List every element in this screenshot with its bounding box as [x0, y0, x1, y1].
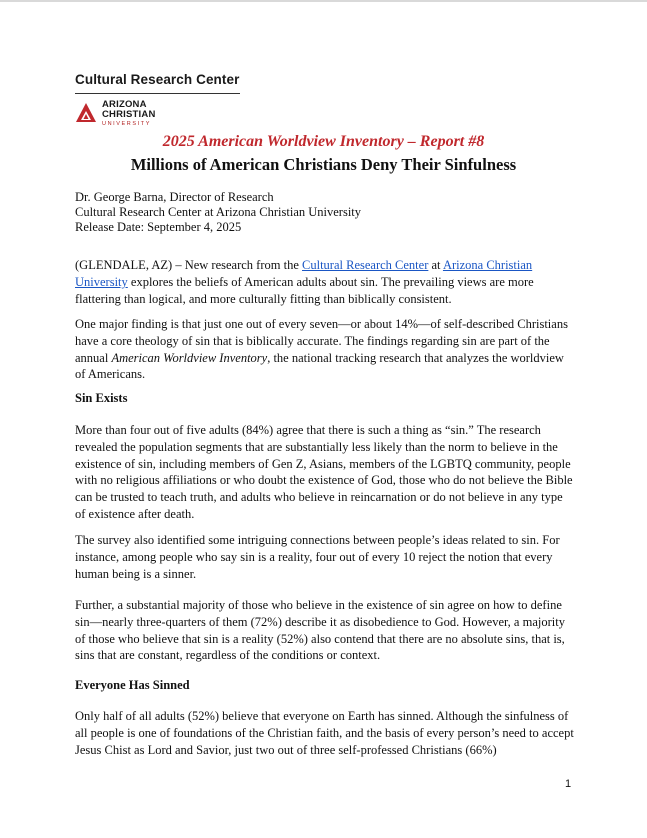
paragraph-everyone-sinned [75, 708, 575, 758]
heading-everyone-has-sinned: Everyone Has Sinned [75, 678, 190, 692]
definition-text: Further, a substantial majority of those who believe in the existence of sin agree on how to define sin—nearly three-quarters of them (72%) describe it as disobedience to God. However, a majority of those who believe that sin is a reality (52%) also contend that there are no absolute sins, that is, sins that are constant, regardless of the conditions or context. [75, 598, 565, 663]
heading-sin-exists: Sin Exists [75, 391, 128, 405]
intro-text-mid: at [428, 258, 443, 272]
logo-line-christian: CHRISTIAN [102, 109, 156, 120]
page-number: 1 [565, 778, 572, 790]
header-rule [75, 93, 240, 94]
main-title: Millions of American Christians Deny Their Sinfulness [130, 155, 517, 174]
paragraph-sin-exists [75, 422, 575, 523]
connections-text: The survey also identified some intriguing connections between people’s ideas related to sin. For instance, among people who say sin is a reality, four out of every 10 reject the notion that every human being is a sinner. [75, 533, 560, 581]
logo-line-university: UNIVERSITY [102, 121, 152, 127]
intro-text-prefix: (GLENDALE, AZ) – New research from the [75, 258, 303, 272]
report-title: 2025 American Worldview Inventory – Report #8 [162, 133, 485, 150]
paragraph-connections [75, 532, 575, 582]
org-title: Cultural Research Center [75, 72, 240, 87]
paragraph-definition [75, 597, 575, 664]
acu-flame-icon [75, 102, 97, 124]
byline-author: Dr. George Barna, Director of Research [75, 190, 274, 204]
finding-text-prefix: One major finding is that just one out of every seven—or about 14%—of self-described Christians have a core theology of sin that is biblically accurate. The findings regarding sin are part of the annual [75, 317, 568, 365]
acu-logo [75, 100, 185, 130]
link-arizona-christian-university[interactable]: Arizona Christian University [75, 258, 533, 289]
finding-text-suffix: , the national tracking research that analyzes the worldview of Americans. [75, 350, 564, 382]
byline-release-date: Release Date: September 4, 2025 [75, 220, 242, 234]
byline [75, 190, 361, 235]
link-cultural-research-center[interactable]: Cultural Research Center [302, 258, 429, 272]
page-top-border [0, 0, 647, 2]
logo-line-arizona: ARIZONA [102, 99, 147, 110]
paragraph-intro [75, 257, 575, 307]
paragraph-major-finding [75, 316, 575, 383]
intro-text-suffix: explores the beliefs of American adults about sin. The prevailing views are more flattering than logical, and more culturally fitting than biblically consistent. [75, 274, 534, 306]
everyone-sinned-text: Only half of all adults (52%) believe that everyone on Earth has sinned. Although the sinfulness of all people is one of foundations of the Christian faith, and the basis of every person’s need to accept Jesus Chist as Lord and Savior, just two out of three self-professed Christians (66%) [75, 709, 574, 757]
byline-org: Cultural Research Center at Arizona Christian University [75, 205, 362, 219]
finding-text-italic: American Worldview Inventory [111, 350, 268, 365]
sin-exists-text: More than four out of five adults (84%) agree that there is such a thing as “sin.” The research revealed the population segments that are substantially less likely than the norm to believe in the existence of sin, including members of Gen Z, Asians, members of the LGBTQ community, people with no religious affiliations or who doubt the existence of God, those who do not believe the Bible can be trusted to teach truth, and adults who believe in reincarnation or do not believe in any type of existence after death. [75, 423, 573, 521]
